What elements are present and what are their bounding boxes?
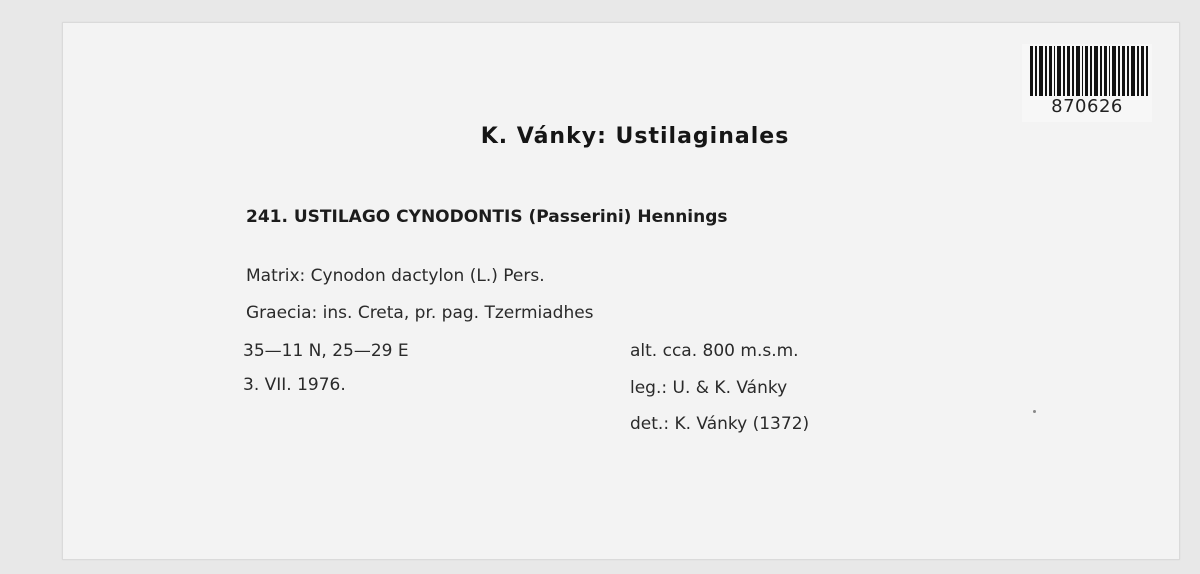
- det-line: det.: K. Vánky (1372): [630, 414, 810, 434]
- barcode-sticker: [1022, 44, 1152, 122]
- species-author: Hennings: [637, 207, 728, 227]
- specimen-label: [62, 22, 1180, 560]
- species-authors-paren: (Passerini): [528, 207, 632, 227]
- leg-line: leg.: U. & K. Vánky: [630, 378, 788, 398]
- locality-line: Graecia: ins. Creta, pr. pag. Tzermiadhes: [246, 303, 594, 323]
- coordinates-line: 35—11 N, 25—29 E: [243, 341, 409, 361]
- barcode-icon: [1030, 46, 1148, 96]
- paper-speck: [1033, 410, 1036, 413]
- altitude-line: alt. cca. 800 m.s.m.: [630, 341, 799, 361]
- label-title: K. Vánky: Ustilaginales: [480, 124, 790, 149]
- barcode-number: 870626: [1051, 96, 1123, 117]
- species-number: 241.: [246, 207, 288, 227]
- species-name: USTILAGO CYNODONTIS: [293, 207, 523, 227]
- species-heading: [246, 207, 728, 227]
- date-line: 3. VII. 1976.: [243, 375, 346, 395]
- matrix-line: Matrix: Cynodon dactylon (L.) Pers.: [246, 266, 545, 286]
